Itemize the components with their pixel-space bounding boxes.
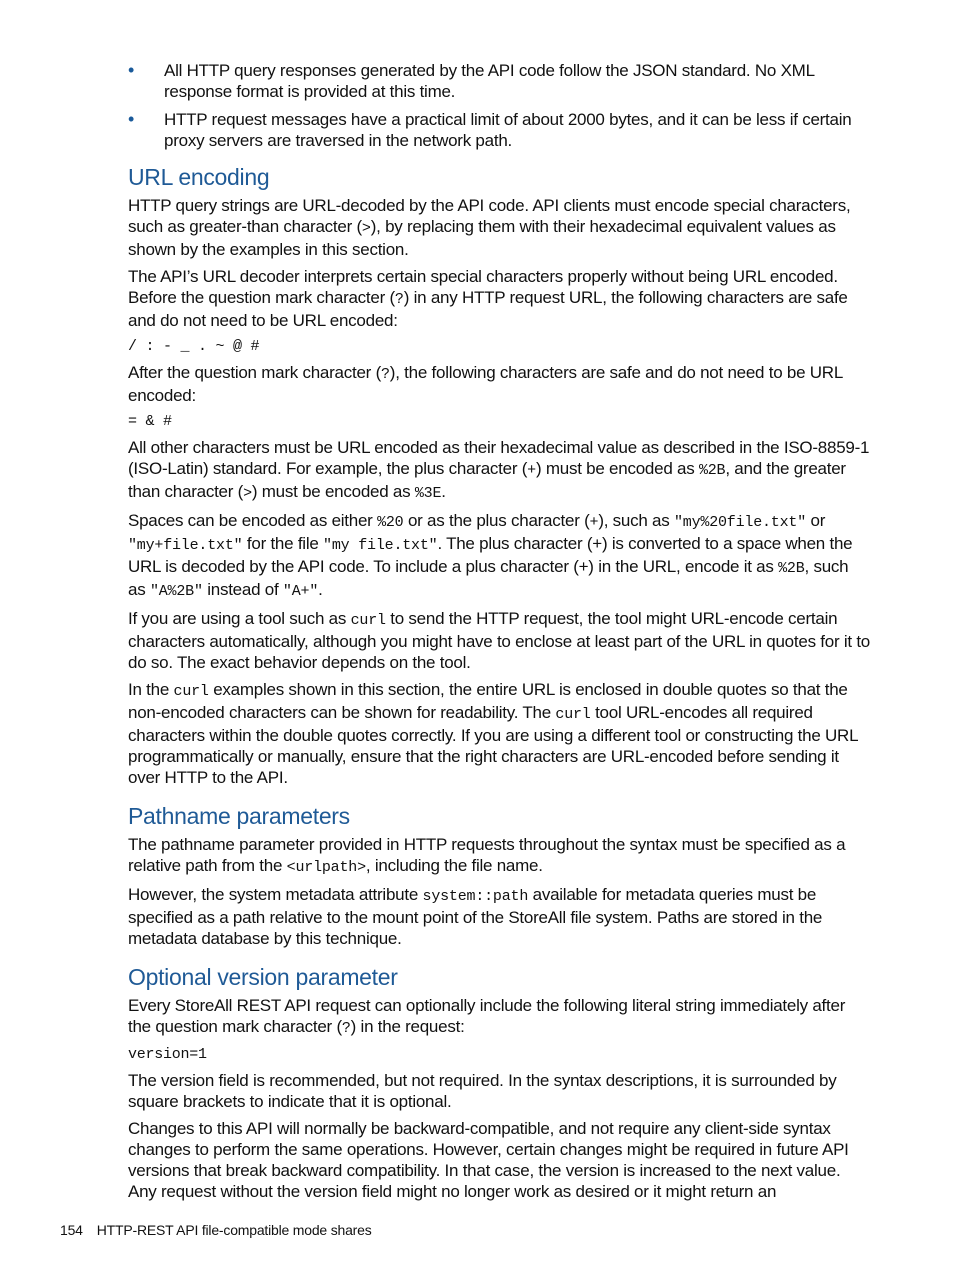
bullet-list xyxy=(128,60,870,151)
list-item: • HTTP request messages have a practical limit of about 2000 bytes, and it can be less if certain proxy servers are traversed in the network path. xyxy=(128,109,852,150)
bullet-icon: • xyxy=(128,109,135,129)
page-footer xyxy=(60,1222,372,1238)
paragraph: However, the system metadata attribute system::path available for metadata queries must be specified as a path relative to the mount point of the StoreAll file system. Paths are stored in the metadata database by this technique. xyxy=(128,885,823,948)
paragraph: Every StoreAll REST API request can optionally include the following literal string immediately after the question mark character (?) in the request: xyxy=(128,996,846,1037)
bullet-icon: • xyxy=(128,60,135,80)
code-sample: version=1 xyxy=(128,1046,207,1063)
code-sample: = & # xyxy=(128,413,172,430)
paragraph: HTTP query strings are URL-decoded by the API code. API clients must encode special characters, such as greater-than character (>), by replacing them with their hexadecimal equivalent values as shown by the examples in this section. xyxy=(128,196,851,259)
section-heading-url-encoding: URL encoding xyxy=(128,164,270,190)
paragraph: All other characters must be URL encoded as their hexadecimal value as described in the ISO-8859-1 (ISO-Latin) standard. For example, the plus character (+) must be encoded as %2B, and the greater than character (>) must be encoded as %3E. xyxy=(128,438,870,502)
paragraph: After the question mark character (?), the following characters are safe and do not need to be URL encoded: xyxy=(128,363,843,405)
list-item: • All HTTP query responses generated by the API code follow the JSON standard. No XML response format is provided at this time. xyxy=(128,60,815,101)
paragraph: In the curl examples shown in this section, the entire URL is enclosed in double quotes so that the non-encoded characters can be shown for readability. The curl tool URL-encodes all required characters within the double quotes correctly. If you are using a different tool or constructing the URL programmatically or manually, ensure that the right characters are URL-encoded before sending it over HTTP to the API. xyxy=(128,680,858,787)
page-number: 154 xyxy=(60,1222,83,1238)
code-sample: / : - _ . ~ @ # xyxy=(128,338,260,355)
paragraph: Changes to this API will normally be backward-compatible, and not require any client-side syntax changes to perform the same operations. However, certain changes might be required in future API versions that break backward compatibility. In that case, the version is increased to the next value. Any request without the version field might no longer work as desired or it might return an xyxy=(128,1119,849,1201)
page-content xyxy=(128,60,870,1208)
footer-title: HTTP-REST API file-compatible mode shares xyxy=(96,1222,372,1238)
section-heading-version: Optional version parameter xyxy=(128,964,398,990)
section-heading-pathname: Pathname parameters xyxy=(128,803,350,829)
paragraph: If you are using a tool such as curl to send the HTTP request, the tool might URL-encode certain characters automatically, although you might have to enclose at least part of the URL in quotes for it to do so. The exact behavior depends on the tool. xyxy=(128,609,871,672)
paragraph: The API’s URL decoder interprets certain special characters properly without being URL encoded. Before the question mark character (?) in any HTTP request URL, the following characters are safe and do not need to be URL encoded: xyxy=(128,267,848,330)
paragraph: The version field is recommended, but not required. In the syntax descriptions, it is surrounded by square brackets to indicate that it is optional. xyxy=(128,1071,837,1111)
paragraph: Spaces can be encoded as either %20 or as the plus character (+), such as "my%20file.txt" or "my+file.txt" for the file "my file.txt". The plus character (+) is converted to a space when the URL is decoded by the API code. To include a plus character (+) in the URL, encode it as %2B, such as "A%2B" instead of "A+". xyxy=(128,511,853,600)
paragraph: The pathname parameter provided in HTTP requests throughout the syntax must be specified as a relative path from the <urlpath>, including the file name. xyxy=(128,835,846,876)
